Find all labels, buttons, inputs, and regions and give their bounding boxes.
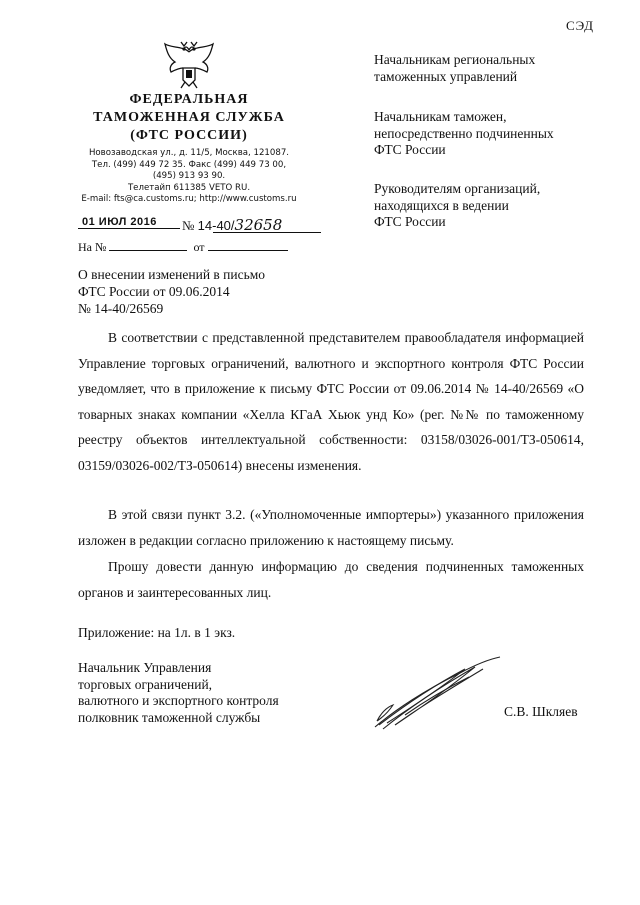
number-printed: 14-40/ bbox=[197, 218, 235, 233]
body-paragraph-2: В этой связи пункт 3.2. («Уполномоченные импортеры») указанного приложения изложен в редакции согласно приложению к настоящему письму. bbox=[78, 507, 584, 548]
phone-line-2: (495) 913 93 90. bbox=[152, 171, 226, 181]
russian-coat-of-arms-icon bbox=[161, 38, 217, 90]
number-sign: № bbox=[182, 218, 195, 233]
addressee-2 bbox=[374, 109, 614, 159]
phone-line: Тел. (499) 449 72 35. Факс (499) 449 73 00, bbox=[91, 159, 287, 170]
addressee-line: непосредственно подчиненных bbox=[374, 125, 554, 141]
ref-label: На № bbox=[78, 240, 107, 254]
addressee-line: ФТС России bbox=[374, 142, 446, 157]
ref-date-blank bbox=[208, 240, 288, 251]
org-line-2: ТАМОЖЕННАЯ СЛУЖБА bbox=[93, 110, 285, 125]
email-line: E-mail: fts@ca.customs.ru; http://www.customs.ru bbox=[81, 194, 297, 204]
attachment-note: Приложение: на 1л. в 1 экз. bbox=[78, 625, 236, 640]
teletype-line: Телетайп 611385 VETO RU. bbox=[127, 182, 251, 193]
addressee-line: таможенных управлений bbox=[374, 68, 518, 84]
subject-line: ФТС России от 09.06.2014 bbox=[78, 284, 230, 299]
organization-name bbox=[60, 91, 318, 145]
body-paragraph-1: В соответствии с представленной представителем правообладателя информацией Управление торговых ограничений, валютного и экспортного контроля ФТС России уведомляет, что в приложение к письму ФТС России от 09.06.2014 № 14-40/26569 «О товарных знаках компании «Хелла КГаА Хьюк унд Ко» (рег. №№ по таможенному реестру объектов интеллектуальной собственности: 03158/03026-001/ТЗ-050614, 03159/03026-002/ТЗ-050614) внесены изменения. bbox=[78, 330, 584, 473]
sed-mark: СЭД bbox=[566, 18, 595, 33]
signer-line: полковник таможенной службы bbox=[78, 709, 261, 725]
addressee-line: Начальникам региональных bbox=[374, 52, 536, 67]
addressee-line: ФТС России bbox=[374, 214, 446, 229]
handwritten-signature-icon bbox=[365, 655, 505, 735]
contact-block bbox=[60, 148, 318, 206]
number-handwritten: 32658 bbox=[234, 216, 283, 234]
addressee-line: Руководителям организаций, bbox=[374, 181, 541, 196]
signer-line: торговых ограничений, bbox=[78, 676, 213, 692]
signer-name: С.В. Шкляев bbox=[504, 704, 578, 719]
subject-line: № 14-40/26569 bbox=[78, 301, 164, 316]
address-line: Новозаводская ул., д. 11/5, Москва, 121087. bbox=[88, 148, 290, 158]
signer-position bbox=[78, 660, 318, 726]
letter-subject bbox=[78, 266, 338, 317]
registration-date: 01 ИЮЛ 2016 bbox=[78, 216, 180, 229]
org-line-3: (ФТС РОССИИ) bbox=[130, 128, 248, 143]
addressee-3 bbox=[374, 181, 614, 231]
signer-line: Начальник Управления bbox=[78, 660, 212, 675]
addressee-1 bbox=[374, 52, 614, 85]
subject-line: О внесении изменений в письмо bbox=[78, 267, 266, 282]
addressee-line: Начальникам таможен, bbox=[374, 109, 507, 124]
reference-line bbox=[78, 240, 318, 255]
registration-line bbox=[78, 216, 318, 236]
addressee-line: находящихся в ведении bbox=[374, 197, 509, 213]
ref-number-blank bbox=[109, 240, 187, 251]
signer-line: валютного и экспортного контроля bbox=[78, 693, 279, 708]
number-underline bbox=[213, 232, 321, 233]
org-line-1: ФЕДЕРАЛЬНАЯ bbox=[129, 92, 249, 107]
body-paragraph-3: Прошу довести данную информацию до сведения подчиненных таможенных органов и заинтересованных лиц. bbox=[78, 559, 584, 600]
ref-from-label: от bbox=[193, 240, 205, 254]
